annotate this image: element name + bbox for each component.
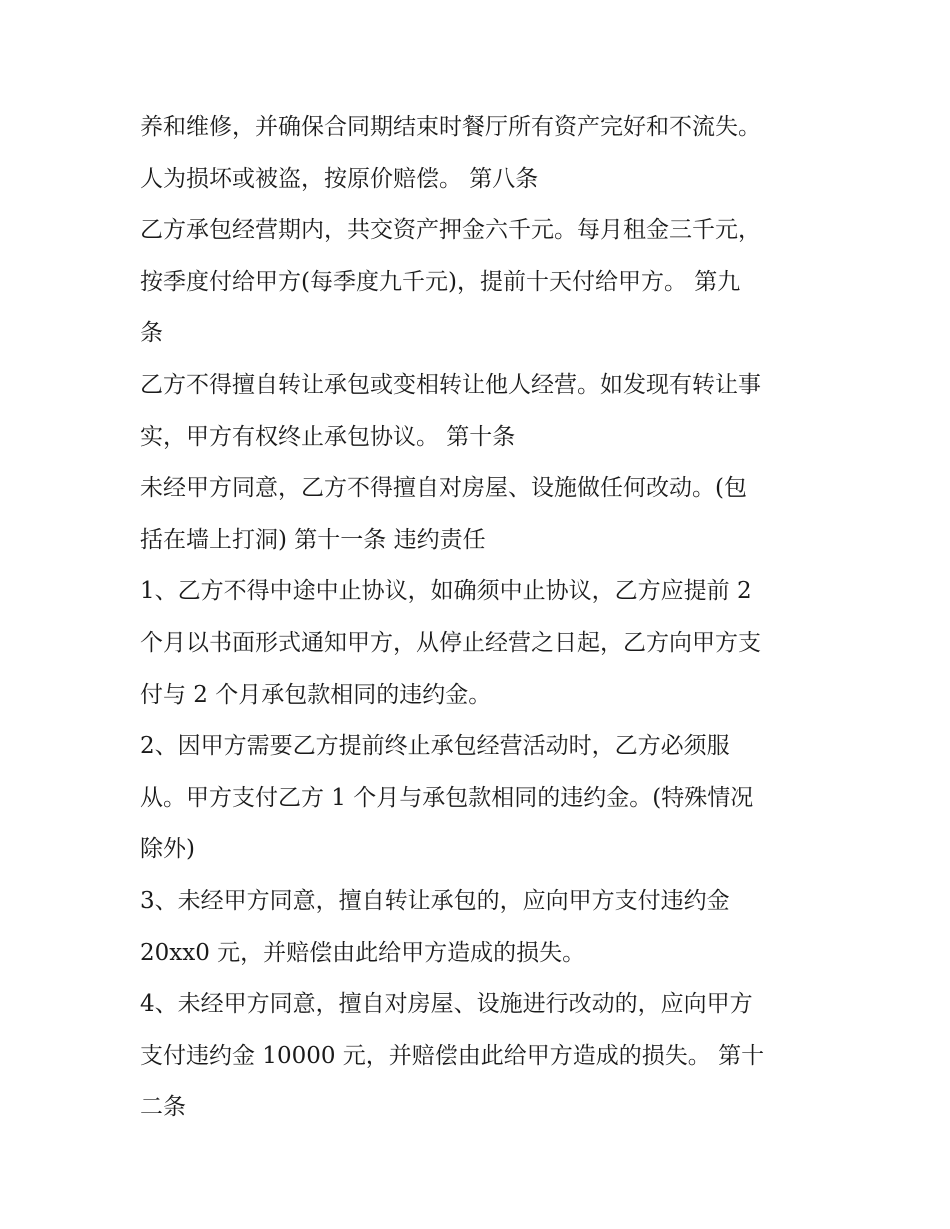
text-line: 乙方承包经营期内，共交资产押金六千元。每月租金三千元， xyxy=(140,217,761,244)
text-line: 付与 2 个月承包款相同的违约金。 xyxy=(140,681,492,708)
text-line: 20xx0 元，并赔偿由此给甲方造成的损失。 xyxy=(140,939,586,966)
text-line: 括在墙上打洞) 第十一条 违约责任 xyxy=(140,526,486,553)
contract-body-text xyxy=(140,102,820,1134)
text-line: 4、未经甲方同意，擅自对房屋、设施进行改动的，应向甲方 xyxy=(140,991,753,1018)
text-line: 支付违约金 10000 元，并赔偿由此给甲方造成的损失。 第十 xyxy=(140,1042,765,1069)
text-line: 条 xyxy=(140,320,163,347)
text-line: 1、乙方不得中途中止协议，如确须中止协议，乙方应提前 2 xyxy=(140,578,752,605)
text-line: 3、未经甲方同意，擅自转让承包的，应向甲方支付违约金 xyxy=(140,887,730,914)
text-line: 按季度付给甲方(每季度九千元)，提前十天付给甲方。 第九 xyxy=(140,268,741,295)
text-line: 二条 xyxy=(140,1094,186,1121)
text-line: 实，甲方有权终止承包协议。 第十条 xyxy=(140,423,516,450)
text-line: 从。甲方支付乙方 1 个月与承包款相同的违约金。(特殊情况 xyxy=(140,784,754,811)
text-line: 乙方不得擅自转让承包或变相转让他人经营。如发现有转让事 xyxy=(140,371,761,398)
text-line: 未经甲方同意，乙方不得擅自对房屋、设施做任何改动。(包 xyxy=(140,475,747,502)
text-line: 2、因甲方需要乙方提前终止承包经营活动时，乙方必须服 xyxy=(140,733,730,760)
text-line: 个月以书面形式通知甲方，从停止经营之日起，乙方向甲方支 xyxy=(140,629,761,656)
text-line: 人为损坏或被盗，按原价赔偿。 第八条 xyxy=(140,165,539,192)
text-line: 养和维修，并确保合同期结束时餐厅所有资产完好和不流失。 xyxy=(140,114,761,140)
text-line: 除外) xyxy=(140,836,195,863)
